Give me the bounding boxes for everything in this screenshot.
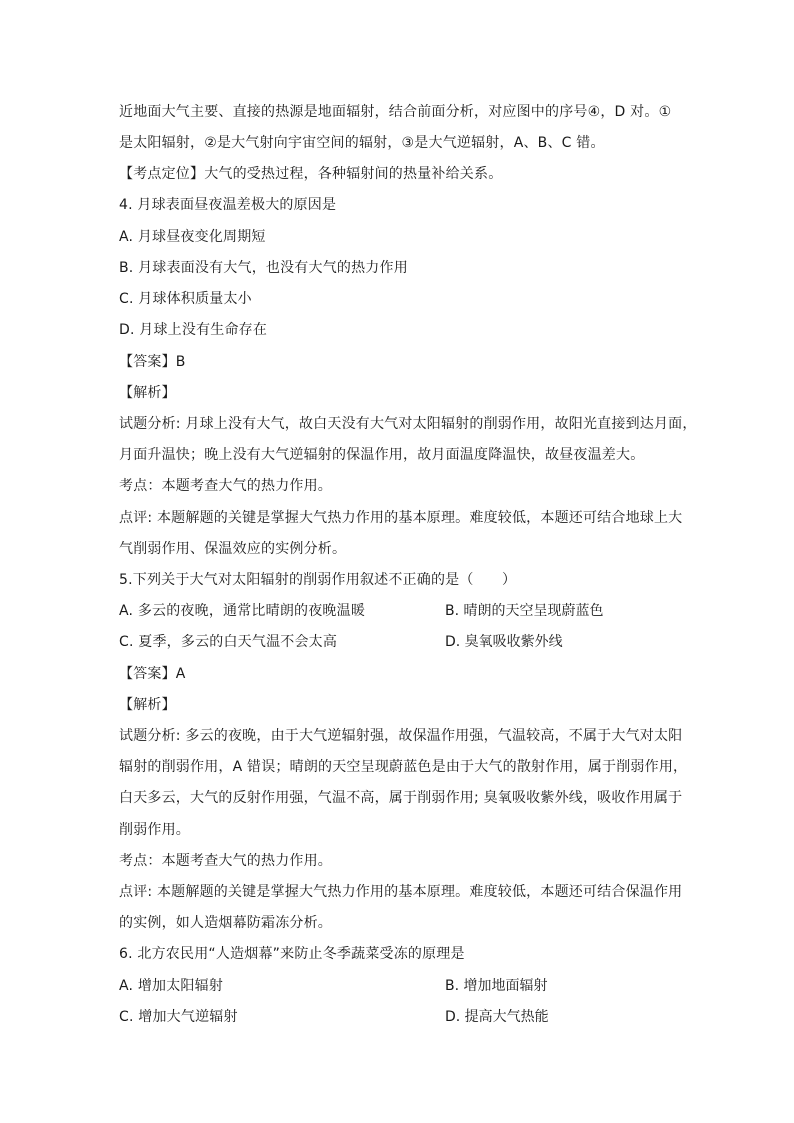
question-5-option-b: B. 晴朗的天空呈现蔚蓝色 <box>445 603 604 619</box>
question-6-option-c: C. 增加大气逆辐射 <box>119 1009 238 1025</box>
question-5-stem: 5.下列关于大气对太阳辐射的削弱作用叙述不正确的是（ ） <box>119 572 517 588</box>
answer-label: 【答案】A <box>119 666 186 682</box>
dianping: 的实例，如人造烟幕防霜冻分析。 <box>119 915 332 931</box>
question-4-stem: 4. 月球表面昼夜温差极大的原因是 <box>119 197 337 213</box>
kaodian: 考点：本题考查大气的热力作用。 <box>119 853 332 869</box>
question-6-option-d: D. 提高大气热能 <box>445 1009 549 1025</box>
question-6-option-a: A. 增加太阳辐射 <box>119 978 224 994</box>
text-line: 近地面大气主要、直接的热源是地面辐射，结合前面分析，对应图中的序号④，D 对。① <box>119 104 672 120</box>
question-4-option-d: D. 月球上没有生命存在 <box>119 322 268 338</box>
analysis-text: 试题分析: 多云的夜晚，由于大气逆辐射强，故保温作用强，气温较高，不属于大气对太阳 <box>119 728 683 744</box>
text-line: 是太阳辐射，②是大气射向宇宙空间的辐射，③是大气逆辐射，A、B、C 错。 <box>119 135 605 151</box>
question-4-option-c: C. 月球体积质量太小 <box>119 291 252 307</box>
question-6-option-b: B. 增加地面辐射 <box>445 978 548 994</box>
analysis-text: 辐射的削弱作用，A 错误；晴朗的天空呈现蔚蓝色是由于大气的散射作用，属于削弱作用， <box>119 759 688 775</box>
question-5-option-c: C. 夏季，多云的白天气温不会太高 <box>119 634 338 650</box>
dianping: 点评: 本题解题的关键是掌握大气热力作用的基本原理。难度较低，本题还可结合保温作用 <box>119 884 683 900</box>
question-4-option-a: A. 月球昼夜变化周期短 <box>119 229 266 245</box>
question-5-option-a: A. 多云的夜晚，通常比晴朗的夜晚温暖 <box>119 603 366 619</box>
dianping: 气削弱作用、保温效应的实例分析。 <box>119 541 347 557</box>
analysis-text: 试题分析: 月球上没有大气，故白天没有大气对太阳辐射的削弱作用，故阳光直接到达月面， <box>119 416 697 432</box>
analysis-text: 月面升温快；晚上没有大气逆辐射的保温作用，故月面温度降温快，故昼夜温差大。 <box>119 447 645 463</box>
kaodian: 考点：本题考查大气的热力作用。 <box>119 478 332 494</box>
analysis-label: 【解析】 <box>119 697 176 713</box>
question-4-option-b: B. 月球表面没有大气，也没有大气的热力作用 <box>119 260 408 276</box>
question-6-stem: 6. 北方农民用“人造烟幕”来防止冬季蔬菜受冻的原理是 <box>119 946 465 962</box>
answer-label: 【答案】B <box>119 354 186 370</box>
question-5-option-d: D. 臭氧吸收紫外线 <box>445 634 563 650</box>
analysis-text: 削弱作用。 <box>119 822 190 838</box>
kaodian-dingwei: 【考点定位】大气的受热过程，各种辐射间的热量补给关系。 <box>119 166 503 182</box>
dianping: 点评: 本题解题的关键是掌握大气热力作用的基本原理。难度较低，本题还可结合地球上大 <box>119 510 683 526</box>
analysis-label: 【解析】 <box>119 385 176 401</box>
analysis-text: 白天多云，大气的反射作用强，气温不高，属于削弱作用; 臭氧吸收紫外线，吸收作用属于 <box>119 790 683 806</box>
